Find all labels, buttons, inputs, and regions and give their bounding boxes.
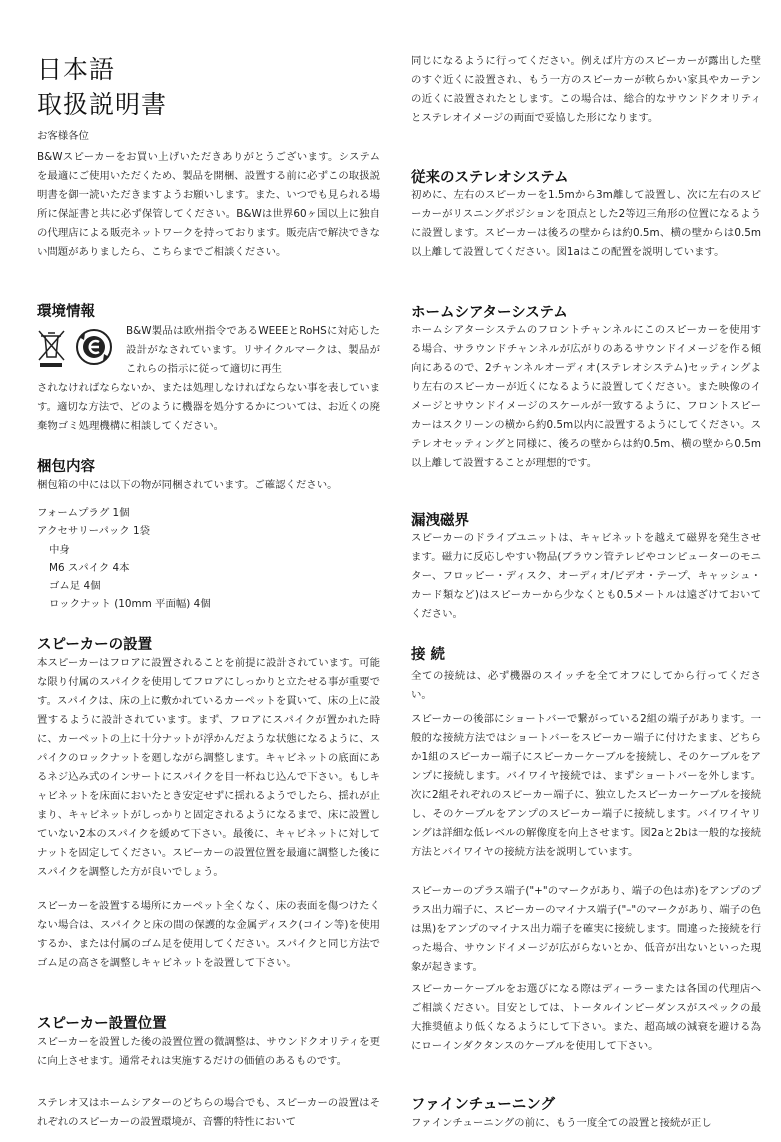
contents-subitem-contents: 中身 bbox=[49, 544, 70, 556]
contents-subitem-spikes: M6 スパイク 4本 bbox=[49, 562, 130, 574]
position-paragraph-1: スピーカーを設置した後の設置位置の微調整は、サウンドクオリティを更に向上させます。通常それは実施するだけの価値のあるものです。 bbox=[37, 1036, 380, 1067]
environment-icons bbox=[37, 327, 117, 369]
position-heading: スピーカー設置位置 bbox=[37, 1016, 167, 1032]
setup-heading: スピーカーの設置 bbox=[37, 637, 153, 653]
intro-paragraph: B&Wスピーカーをお買い上げいただきありがとうございます。システムを最適にご使用いただくため、製品を開梱、設置する前に必ずこの取扱説明書を御一読いただきますようお願いします。また、いつでも見られる場所に保証書と共に必ず保管してください。B&Wは世界60ヶ国以上に独自の代理店による販売ネットワークを持っております。販売店で解決できない問題がありましたら、こちらまでご相談ください。 bbox=[37, 151, 380, 258]
title-manual: 取扱説明書 bbox=[37, 90, 168, 119]
contents-intro: 梱包箱の中には以下の物が同梱されています。ご確認ください。 bbox=[37, 479, 338, 491]
position-paragraph-3: 同じになるように行ってください。例えば片方のスピーカーが露出した壁のすぐ近くに設置され、もう一方のスピーカーが軟らかい家具やカーテンの近くに設置されたとします。この場合は、総合的なサウンドクオリティとステレオイメージの両面で妥協した形になります。 bbox=[411, 55, 761, 124]
environment-text-beside-icons: B&W製品は欧州指令であるWEEEとRoHSに対応した設計がなされています。リサイクルマークは、製品がこれらの指示に従って適切に再生 bbox=[126, 325, 380, 375]
connection-paragraph-1: 全ての接続は、必ず機器のスイッチを全てオフにしてから行ってください。 bbox=[411, 670, 761, 701]
magnetic-paragraph: スピーカーのドライブユニットは、キャビネットを越えて磁界を発生させます。磁力に反応しやすい物品(ブラウン管テレビやコンピューターのモニター、フロッピー・ディスク、オーディオ/ビデオ・テープ、キャッシュ・カード類など)はスピーカーから少なくとも0.5メートルは遠ざけておいてください。 bbox=[411, 532, 761, 620]
position-paragraph-2: ステレオ又はホームシアターのどちらの場合でも、スピーカーの設置はそれぞれのスピーカーの設置環境が、音響的特性において bbox=[37, 1097, 380, 1128]
recycling-e-icon bbox=[77, 330, 111, 364]
connection-paragraph-4: スピーカーケーブルをお選びになる際はディーラーまたは各国の代理店へご相談ください。目安としては、トータルインピーダンスがスペックの最大推奨値より低くなるようにして下さい。また、超高域の減衰を避ける為にローインダクタンスのケーブルを使用して下さい。 bbox=[411, 983, 761, 1052]
title-language: 日本語 bbox=[37, 55, 116, 84]
connection-paragraph-2: スピーカーの後部にショートバーで繋がっている2組の端子があります。一般的な接続方法ではショートバーをスピーカー端子に付けたまま、どちらか1組のスピーカー端子にスピーカーケーブルを接続し、そのケーブルをアンプに接続します。バイワイヤ接続では、まずショートバーを外します。次に2組それぞれのスピーカー端子に、独立したスピーカーケーブルを接続し、そのケーブルをアンプのスピーカー端子に接続します。バイワイヤリングは詳細な低レベルの解像度を向上させます。図2aと2bは一般的な接続方法とバイワイヤの接続方法を説明しています。 bbox=[411, 713, 761, 858]
environment-heading: 環境情報 bbox=[37, 304, 95, 320]
intro-salutation: お客様各位 bbox=[37, 130, 89, 142]
contents-item-accessory-pack: アクセサリーパック 1袋 bbox=[37, 525, 150, 537]
contents-subitem-rubber-feet: ゴム足 4個 bbox=[49, 580, 101, 592]
contents-item-foam-plug: フォームプラグ 1個 bbox=[37, 507, 130, 519]
hometheater-paragraph: ホームシアターシステムのフロントチャンネルにこのスピーカーを使用する場合、サラウンドチャンネルが広がりのあるサウンドイメージを作る傾向にあるので、2チャンネルオーディオ(ステレオシステム)セッティングより左右のスピーカーが近くになるように設置してください。また映像のイメージとサウンドイメージのスケールが一致するように、フロントスピーカーはスクリーンの横から約0.5m以内に設置するようにしてください。ステレオセッティングと同様に、後ろの壁からは約0.5m、横の壁から0.5m以上離して設置することが理想的です。 bbox=[411, 324, 761, 469]
weee-crossed-bin-icon bbox=[39, 331, 64, 367]
setup-paragraph-2: スピーカーを設置する場所にカーペット全くなく、床の表面を傷つけたくない場合は、スパイクと床の間の保護的な金属ディスク(コイン等)を使用するか、または付属のゴム足を使用してください。スパイクと同じ方法でゴム足の高さを調整しキャビネットを設置して下さい。 bbox=[37, 900, 380, 969]
environment-text: されなければならないか、または処理しなければならない事を表しています。適切な方法で、どのように機器を処分するかについては、お近くの廃棄物ゴミ処理機構に相談してください。 bbox=[37, 382, 380, 432]
setup-paragraph-1: 本スピーカーはフロアに設置されることを前提に設計されています。可能な限り付属のスパイクを使用してフロアにしっかりと立たせる事が重要です。スパイクは、床の上に敷かれているカーペットを貫いて、床の上に設置するように設計されています。まず、フロアにスパイクが置かれた時に、カーペットの上に十分ナットが浮かんだような状態になるように、スパイクのロックナットを廻しながら調整します。キャビネットの底面にあるネジ込み式のインサートにスパイクを目一杯ねじ込んで下さい。もしキャビネットを床面においたとき安定せずに揺れるようでしたら、揺れが止まり、キャビネットがしっかりと固定されるようになるまで、床に設置していない2本のスパイクを緩めて下さい。最後に、キャビネットに対してナットを固定してください。スピーカーの設置位置を最適に調整した後にスパイクを調整した方が良いでしょう。 bbox=[37, 657, 380, 878]
stereo-paragraph: 初めに、左右のスピーカーを1.5mから3m離して設置し、次に左右のスピーカーがリスニングポジションを頂点とした2等辺三角形の位置になるように設置します。スピーカーは後ろの壁からは約0.5m、横の壁からは0.5m以上離して設置してください。図1aはこの配置を説明しています。 bbox=[411, 189, 761, 258]
contents-heading: 梱包内容 bbox=[37, 459, 95, 475]
finetuning-heading: ファインチューニング bbox=[411, 1097, 555, 1113]
connection-paragraph-3: スピーカーのプラス端子("+"のマークがあり、端子の色は赤)をアンプのプラス出力端子に、スピーカーのマイナス端子("–"のマークがあり、端子の色は黒)をアンプのマイナス出力端子を確実に接続します。間違った接続を行った場合、サウンドイメージが広がらないとか、低音が出ないといった現象が起きます。 bbox=[411, 885, 761, 973]
finetuning-paragraph: ファインチューニングの前に、もう一度全ての設置と接続が正し bbox=[411, 1117, 712, 1129]
magnetic-heading: 漏洩磁界 bbox=[411, 513, 469, 529]
stereo-heading: 従来のステレオシステム bbox=[411, 170, 569, 186]
hometheater-heading: ホームシアターシステム bbox=[411, 305, 568, 321]
contents-subitem-locknuts: ロックナット (10mm 平面幅) 4個 bbox=[49, 598, 211, 610]
connection-heading: 接 続 bbox=[411, 647, 446, 663]
